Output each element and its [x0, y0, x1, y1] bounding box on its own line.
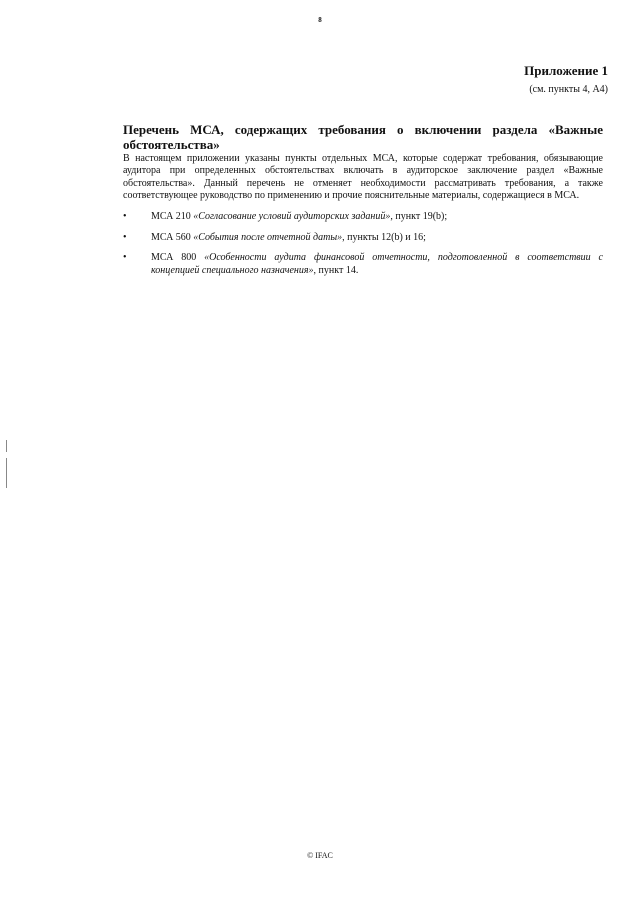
list-item-isa-210	[123, 211, 603, 224]
footer-copyright: © IFAC	[307, 851, 333, 860]
isa-standard: МСА 210	[151, 211, 191, 223]
isa-title: «Особенности аудита финансовой отчетности, подготовленной в соответствии с концепцией специального назначения»	[151, 252, 603, 276]
scan-margin-mark	[6, 440, 7, 452]
isa-reference: , пункт 19(b);	[390, 211, 448, 223]
isa-standard: МСА 560	[151, 231, 191, 243]
section-title: Перечень МСА, содержащих требования о включении раздела «Важные обстоятельства»	[123, 122, 603, 152]
scan-margin-mark	[6, 458, 7, 488]
isa-bullet-list	[123, 211, 603, 277]
isa-reference: , пункты 12(b) и 16;	[342, 231, 426, 243]
appendix-reference: (см. пункты 4, А4)	[529, 84, 608, 95]
isa-title: «Согласование условий аудиторских заданий»	[193, 211, 391, 223]
isa-reference: , пункт 14.	[313, 264, 359, 276]
list-item-isa-800	[123, 252, 603, 277]
appendix-header	[524, 63, 608, 96]
bullet-icon: •	[123, 252, 127, 264]
isa-title: «События после отчетной даты»	[193, 231, 343, 243]
bullet-icon: •	[123, 231, 127, 243]
bullet-icon: •	[123, 211, 127, 223]
list-item-isa-560	[123, 232, 603, 245]
page-number: 8	[318, 16, 322, 24]
isa-list-section	[123, 122, 603, 285]
isa-standard: МСА 800	[151, 252, 197, 264]
appendix-title: Приложение 1	[524, 63, 608, 78]
intro-paragraph: В настоящем приложении указаны пункты отдельных МСА, которые содержат требования, обязывающие аудитора при определенных обстоятельствах включать в аудиторское заключение раздел «Важные обстоятельства». Данный перечень не отменяет необходимости рассматривать требования, а также соответствующее руководство по применению и прочие пояснительные материалы, содержащиеся в МСА.	[123, 153, 603, 201]
